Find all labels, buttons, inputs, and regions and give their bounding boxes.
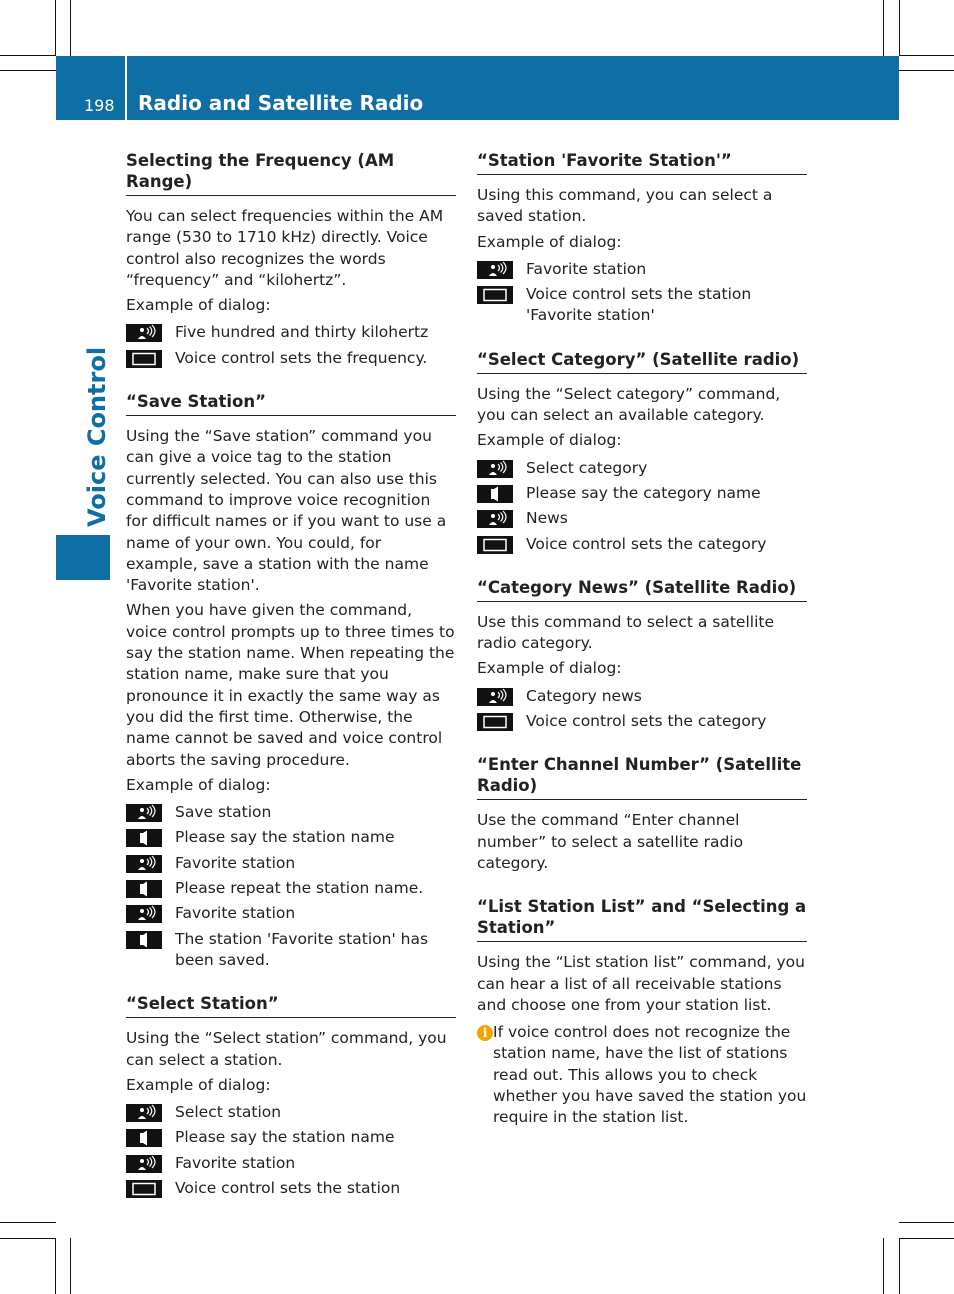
dialog-line [126,348,456,369]
paragraph: You can select frequencies within the AM range (530 to 1710 kHz) directly. Voice control also recognizes the words “frequency” and “kilohertz”. [126,207,444,289]
crop-mark [0,1238,56,1239]
page-number: 198 [84,96,115,115]
dialog-example [477,259,807,327]
dialog-text: Save station [175,803,272,822]
dialog-text: Select category [526,458,648,477]
dialog-example [126,1102,456,1199]
dialog-line [477,686,807,707]
dialog-text: Favorite station [175,1153,296,1172]
side-tab-marker [56,535,110,580]
dialog-line [126,802,456,823]
dialog-line [126,1178,456,1199]
section [477,349,807,555]
dialog-line [477,534,807,555]
dialog-line [477,508,807,529]
section [477,577,807,732]
paragraph: Example of dialog: [126,775,271,794]
section [477,150,807,327]
section-heading: “Enter Channel Number” (Satellite Radio) [477,754,807,800]
dialog-text: Please repeat the station name. [175,879,424,898]
dialog-text: Select station [175,1103,282,1122]
crop-mark [899,1222,954,1223]
crop-mark [55,1238,56,1294]
section-heading: “Station 'Favorite Station'” [477,150,807,175]
crop-mark [55,0,56,56]
dialog-text: Voice control sets the station 'Favorite station' [526,285,752,325]
dialog-line [477,259,807,280]
paragraph: Using the “List station list” command, you can hear a list of all receivable stations and choose one from your station list. [477,953,805,1014]
dialog-example [477,686,807,733]
paragraph: When you have given the command, voice control prompts up to three times to say the station name. When repeating the station name, make sure that you pronounce it in exactly the same way as you did the first time. Otherwise, the name cannot be saved and voice control aborts the saving procedure. [126,601,455,769]
speaker-icon [126,880,162,898]
paragraph: Using the “Save station” command you can give a voice tag to the station currently selected. You can also use this command to improve voice recognition for difficult names or if you want to use a name of your own. You could, for example, save a station with the name 'Favorite station'. [126,427,447,595]
dialog-line [126,827,456,848]
crop-mark [0,70,56,71]
page-title: Radio and Satellite Radio [138,91,424,115]
speak-icon [477,460,513,478]
section [126,150,456,369]
dialog-line [477,458,807,479]
crop-mark [899,70,954,71]
dialog-text: Favorite station [526,259,647,278]
section [126,391,456,971]
paragraph: Use this command to select a satellite radio category. [477,612,774,653]
info-note [477,1022,807,1128]
dialog-text: Voice control sets the frequency. [175,348,428,367]
paragraph: Using the “Select station” command, you can select a station. [126,1029,447,1069]
crop-mark [70,0,71,56]
speak-icon [126,1104,162,1122]
dialog-line [126,322,456,343]
side-tab-label: Voice Control [83,346,111,527]
speak-icon [477,261,513,279]
dialog-text: Category news [526,686,642,705]
speak-icon [126,804,162,822]
left-column [126,150,456,1221]
section-heading: Selecting the Frequency (AM Range) [126,150,456,196]
crop-mark [883,1238,884,1294]
display-icon [477,536,513,554]
dialog-text: Please say the station name [175,1128,395,1147]
display-icon [477,286,513,304]
info-icon: i [477,1025,493,1041]
section-heading: “Select Station” [126,993,456,1018]
speak-icon [126,855,162,873]
dialog-line [477,711,807,732]
dialog-line [126,903,456,924]
dialog-line [126,1153,456,1174]
dialog-example [477,458,807,555]
crop-mark [0,55,56,56]
paragraph: Example of dialog: [126,296,271,315]
paragraph: Using the “Select category” command, you can select an available category. [477,384,781,425]
speaker-icon [477,485,513,503]
display-icon [126,1180,162,1198]
paragraph: Example of dialog: [477,659,622,678]
dialog-line [477,483,807,504]
section [126,993,456,1199]
section-heading: “Save Station” [126,391,456,416]
right-column [477,150,807,1151]
display-icon [477,713,513,731]
dialog-text: News [526,509,568,528]
dialog-text: Please say the station name [175,828,395,847]
section [477,754,807,874]
paragraph: Example of dialog: [477,232,622,251]
dialog-text: Five hundred and thirty kilohertz [175,323,429,342]
section-heading: “Select Category” (Satellite radio) [477,349,807,374]
dialog-text: The station 'Favorite station' has been saved. [175,929,429,969]
header-divider [125,56,127,120]
dialog-line [477,284,807,327]
speak-icon [477,510,513,528]
dialog-line [126,1102,456,1123]
crop-mark [883,0,884,56]
speaker-icon [126,931,162,949]
dialog-text: Favorite station [175,904,296,923]
crop-mark [70,1238,71,1294]
crop-mark [899,55,954,56]
dialog-line [126,929,456,972]
section-heading: “List Station List” and “Selecting a Station” [477,896,807,942]
dialog-example [126,802,456,971]
dialog-text: Voice control sets the category [526,712,767,731]
display-icon [126,350,162,368]
crop-mark [0,1222,56,1223]
crop-mark [899,1238,900,1294]
paragraph: Using this command, you can select a saved station. [477,186,773,226]
paragraph: Example of dialog: [126,1075,271,1094]
dialog-line [126,1127,456,1148]
speak-icon [126,324,162,342]
speaker-icon [126,1129,162,1147]
dialog-text: Voice control sets the station [175,1178,401,1197]
speak-icon [477,688,513,706]
dialog-text: Favorite station [175,853,296,872]
speaker-icon [126,829,162,847]
crop-mark [899,1238,954,1239]
dialog-line [126,853,456,874]
dialog-example [126,322,456,369]
speak-icon [126,905,162,923]
speak-icon [126,1155,162,1173]
dialog-text: Voice control sets the category [526,534,767,553]
section [477,896,807,1128]
info-text: If voice control does not recognize the station name, have the list of stations read out. This allows you to check whether you have saved the station you require in the station list. [493,1023,807,1127]
dialog-line [126,878,456,899]
paragraph: Use the command “Enter channel number” to select a satellite radio category. [477,811,744,872]
section-heading: “Category News” (Satellite Radio) [477,577,807,602]
paragraph: Example of dialog: [477,431,622,450]
crop-mark [899,0,900,56]
dialog-text: Please say the category name [526,483,761,502]
